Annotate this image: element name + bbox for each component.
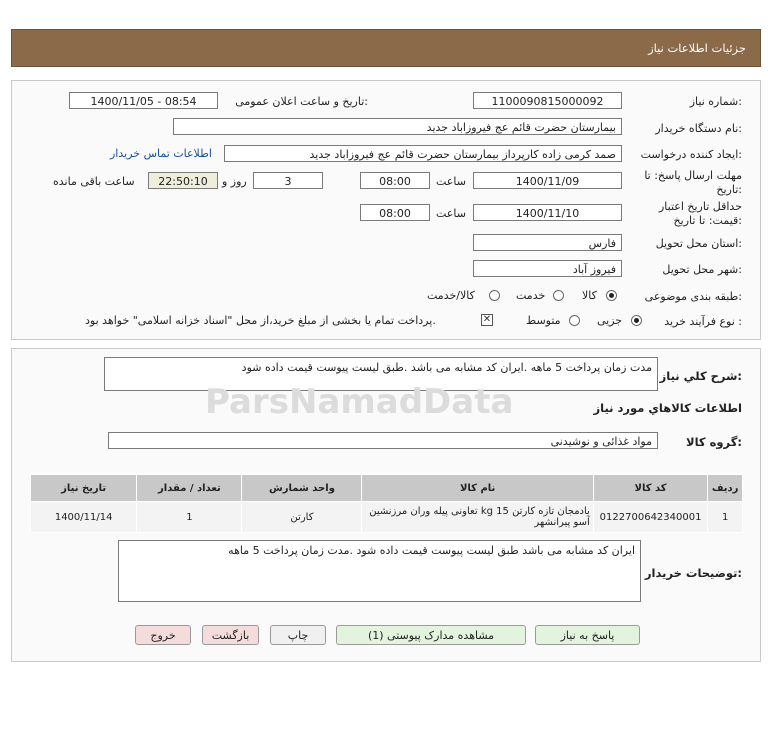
buyer-org-field: بیمارستان حضرت قائم عج فیروزاباد جدید xyxy=(173,118,622,135)
validity-date-field: 1400/11/10 xyxy=(473,204,622,221)
col-unit: واحد شمارش xyxy=(242,475,362,502)
category-radio-service[interactable] xyxy=(553,290,564,301)
cell-code: 0122700642340001 xyxy=(593,502,707,533)
goods-group-field: مواد غذائی و نوشیدنی xyxy=(108,432,658,449)
col-row: ردیف xyxy=(708,475,743,502)
reply-time-field: 08:00 xyxy=(360,172,430,189)
days-label: روز و xyxy=(222,175,247,188)
cell-name: بادمجان تازه کارتن 15 kg تعاونی پیله وران مرزنشین آسو پیرانشهر xyxy=(362,502,593,533)
need-number-field: 1100090815000092 xyxy=(473,92,622,109)
buyer-notes-field: ایران کد مشابه می باشد طبق لیست پیوست قیمت داده شود .مدت زمان پرداخت 5 ماهه xyxy=(118,540,641,602)
summary-label: شرح کلي نياز: xyxy=(659,369,742,383)
exit-button[interactable]: خروج xyxy=(135,625,191,645)
cell-date: 1400/11/14 xyxy=(31,502,137,533)
city-label: شهر محل تحویل: xyxy=(662,263,742,276)
reply-date-field: 1400/11/09 xyxy=(473,172,622,189)
process-option-medium: متوسط xyxy=(526,314,561,327)
process-label: نوع فرآیند خرید : xyxy=(664,315,742,328)
table-row xyxy=(31,502,743,533)
need-number-label: شماره نیاز: xyxy=(689,95,742,108)
price-validity-label: حداقل تاریخ اعتبار قیمت: تا تاریخ: xyxy=(658,200,742,227)
announce-field: 1400/11/05 - 08:54 xyxy=(69,92,218,109)
province-field: فارس xyxy=(473,234,622,251)
attachments-button[interactable]: مشاهده مدارک پیوستی (1) xyxy=(336,625,526,645)
category-option-service: خدمت xyxy=(516,289,546,302)
announce-label: تاریخ و ساعت اعلان عمومی: xyxy=(235,95,368,108)
goods-table-header xyxy=(31,475,743,502)
back-button[interactable]: بازگشت xyxy=(202,625,259,645)
category-label: طبقه بندی موضوعی: xyxy=(644,290,742,303)
creator-label: ایجاد کننده درخواست: xyxy=(640,148,742,161)
cell-quantity: 1 xyxy=(137,502,242,533)
treasury-payment-note: پرداخت تمام یا بخشی از مبلغ خرید،از محل "اسناد خزانه اسلامی" خواهد بود. xyxy=(85,314,436,327)
days-field: 3 xyxy=(253,172,323,189)
reply-deadline-label: مهلت ارسال پاسخ: تا تاریخ: xyxy=(644,169,742,196)
validity-time-label: ساعت xyxy=(436,207,466,220)
category-option-goods: کالا xyxy=(582,289,597,302)
remaining-time-field: 22:50:10 xyxy=(148,172,218,189)
reply-button[interactable]: پاسخ به نیاز xyxy=(535,625,640,645)
city-field: فیروز آباد xyxy=(473,260,622,277)
validity-time-field: 08:00 xyxy=(360,204,430,221)
category-radio-goods[interactable] xyxy=(606,290,617,301)
category-option-goods-service: کالا/خدمت xyxy=(427,289,475,302)
process-radio-medium[interactable] xyxy=(569,315,580,326)
page-header xyxy=(11,29,761,67)
goods-section-title: اطلاعات کالاهاي مورد نياز xyxy=(593,401,742,415)
goods-table xyxy=(30,474,743,533)
col-date: تاریخ نیاز xyxy=(31,475,137,502)
treasury-payment-checkbox[interactable]: ✕ xyxy=(482,314,492,325)
page-title: جزئیات اطلاعات نیاز xyxy=(648,41,746,55)
buyer-org-label: نام دستگاه خریدار: xyxy=(655,122,742,135)
col-name: نام کالا xyxy=(362,475,593,502)
cell-row: 1 xyxy=(708,502,743,533)
reply-time-label: ساعت xyxy=(436,175,466,188)
goods-group-label: گروه کالا: xyxy=(686,435,742,449)
buyer-contact-link[interactable]: اطلاعات تماس خریدار xyxy=(110,147,212,160)
cell-unit: کارتن xyxy=(242,502,362,533)
process-radio-minor[interactable] xyxy=(631,315,642,326)
buyer-notes-label: توضیحات خریدار: xyxy=(644,566,742,580)
col-quantity: تعداد / مقدار xyxy=(137,475,242,502)
print-button[interactable]: چاپ xyxy=(270,625,326,645)
summary-field: مدت زمان پرداخت 5 ماهه .ایران کد مشابه می باشد .طبق لیست پیوست قیمت داده شود xyxy=(104,357,658,391)
watermark: ParsNamadData xyxy=(205,382,514,422)
process-option-minor: جزیی xyxy=(597,314,623,327)
col-code: کد کالا xyxy=(593,475,707,502)
province-label: استان محل تحویل: xyxy=(655,237,742,250)
creator-field: صمد کرمی زاده کارپرداز بیمارستان حضرت قائم عج فیروزاباد جدید xyxy=(224,145,622,162)
remaining-label: ساعت باقی مانده xyxy=(53,175,135,188)
category-radio-goods-service[interactable] xyxy=(489,290,500,301)
